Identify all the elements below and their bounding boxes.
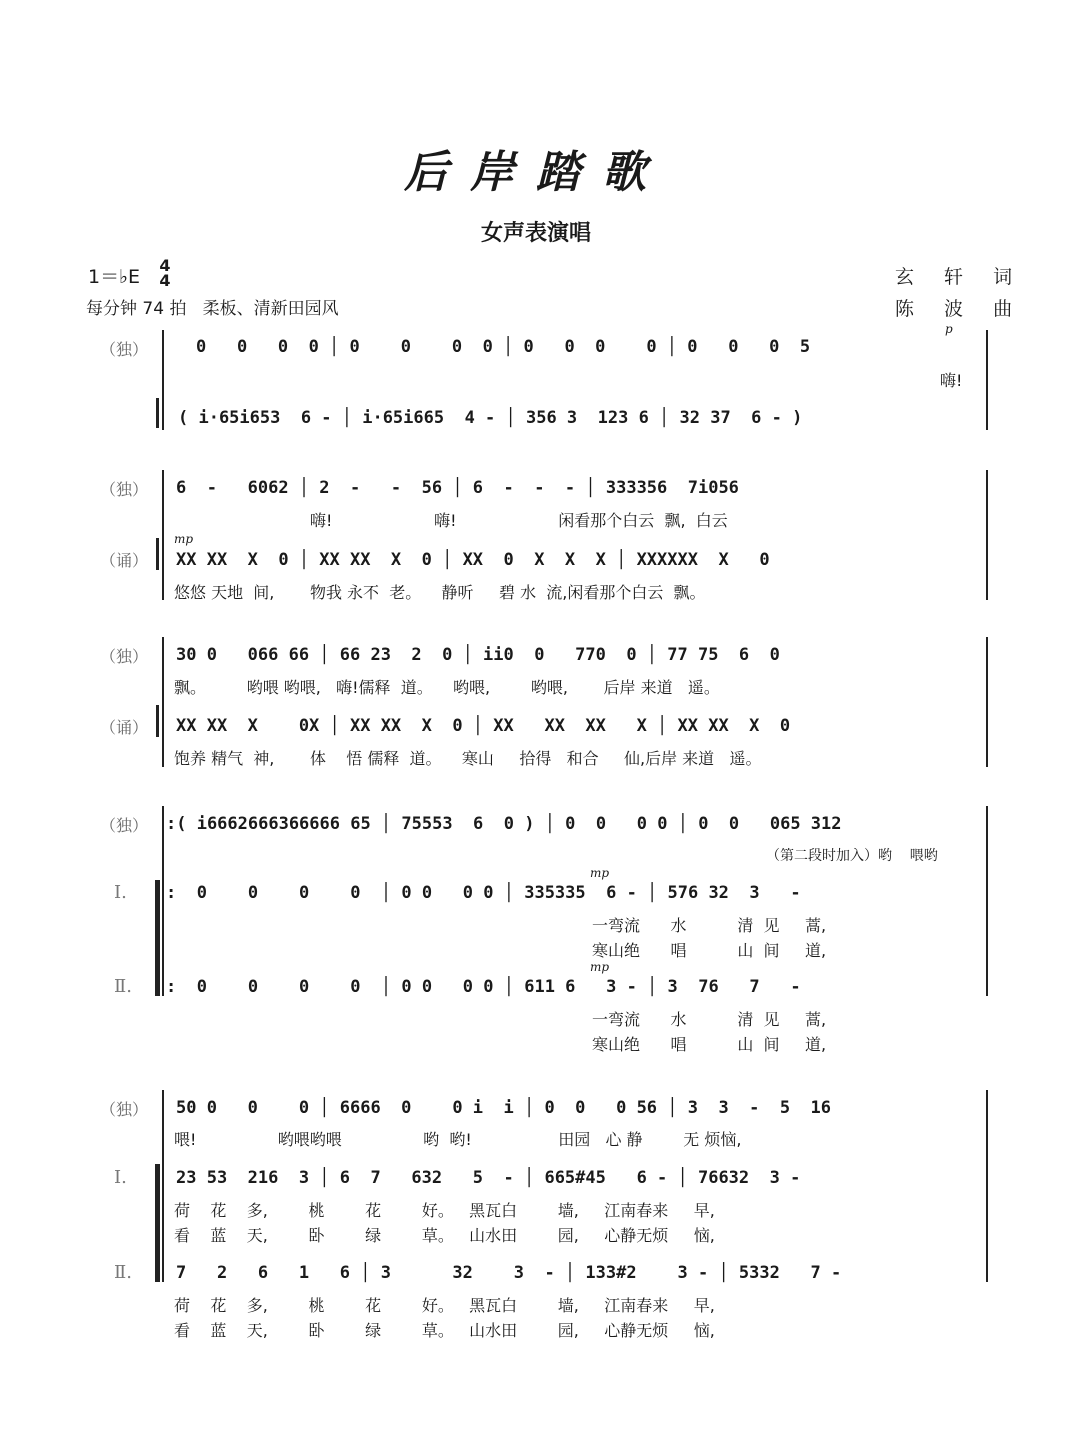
system-end-barline: [986, 637, 988, 767]
solo-lyric-row1: 嗨!: [940, 371, 963, 390]
choir-bracket: [155, 880, 160, 996]
system-barline: [162, 470, 164, 600]
solo-notes-row1: 0 0 0 0 │ 0 0 0 0 │ 0 0 0 0 │ 0 0 0 5: [196, 337, 811, 357]
system-barline: [162, 637, 164, 767]
part-one-lyric1-row5: 荷 花 多, 桃 花 好。 黑瓦白 墙, 江南春来 早,: [174, 1201, 715, 1220]
system-brace: [156, 538, 159, 570]
lyricist-credit: 玄 轩 词: [895, 266, 1025, 288]
solo-label: （独）: [100, 480, 149, 499]
part-one-lyric2-row5: 看 蓝 天, 卧 绿 草。 山水田 园, 心静无烦 恼,: [174, 1226, 715, 1245]
system-brace: [156, 705, 159, 737]
song-title: 后岸踏歌: [404, 147, 668, 198]
dynamic-marking: p: [945, 322, 953, 336]
solo-lyric-row4: （第二段时加入）哟 喂哟: [766, 848, 938, 864]
part-two-label: Ⅱ.: [114, 976, 132, 997]
tempo-marking: 每分钟 74 拍 柔板、清新田园风: [86, 299, 339, 319]
recite-lyric-row2: 悠悠 天地 间, 物我 永不 老。 静听 碧 水 流,闲看那个白云 飘。: [174, 583, 706, 602]
part-one-label: Ⅰ.: [114, 1167, 127, 1188]
system-barline: [162, 330, 164, 430]
recite-lyric-row3: 饱养 精气 神, 体 悟 儒释 道。 寒山 拾得 和合 仙,后岸 来道 遥。: [174, 749, 762, 768]
recite-label: （诵）: [100, 551, 149, 570]
system-end-barline: [986, 330, 988, 430]
dynamic-marking: mp: [590, 960, 610, 974]
part-two-lyric2-row4: 寒山绝 唱 山 间 道,: [592, 1035, 827, 1054]
part-two-notes-row5: 7 2 6 1 6 │ 3 32 3 - │ 133#2 3 - │ 5332 7 -: [176, 1263, 842, 1283]
part-two-lyric1-row5: 荷 花 多, 桃 花 好。 黑瓦白 墙, 江南春来 早,: [174, 1296, 715, 1315]
part-one-label: Ⅰ.: [114, 882, 127, 903]
recite-label: （诵）: [100, 718, 149, 737]
solo-label: （独）: [100, 1100, 149, 1119]
system-end-barline: [986, 806, 988, 996]
system-end-barline: [986, 1090, 988, 1282]
part-one-lyric1-row4: 一弯流 水 清 见 蒿,: [592, 916, 827, 935]
time-signature: 4 4: [159, 256, 171, 290]
system-barline: [162, 806, 164, 996]
part-two-lyric1-row4: 一弯流 水 清 见 蒿,: [592, 1010, 827, 1029]
part-two-lyric2-row5: 看 蓝 天, 卧 绿 草。 山水田 园, 心静无烦 恼,: [174, 1321, 715, 1340]
solo-notes-row3: 30 0 066 66 │ 66 23 2 0 │ ii0 0 770 0 │ 77 75 6 0: [176, 645, 780, 665]
solo-label: （独）: [100, 816, 149, 835]
part-one-notes-row4: : 0 0 0 0 │ 0 0 0 0 │ 335335 6 - │ 576 32 3 -: [166, 883, 801, 903]
solo-notes-row5: 50 0 0 0 │ 6666 0 0 i i │ 0 0 0 56 │ 3 3 - 5 16: [176, 1098, 832, 1118]
recite-notes-row2: XX XX X 0 │ XX XX X 0 │ XX 0 X X X │ XXXXXX X 0: [176, 550, 770, 570]
solo-notes-row2: 6 - 6062 │ 2 - - 56 │ 6 - - - │ 333356 7i056: [176, 478, 739, 498]
dynamic-marking: mp: [174, 532, 194, 546]
solo-lyric-row2: 嗨! 嗨! 闲看那个白云 飘, 白云: [310, 511, 728, 530]
part-one-notes-row5: 23 53 216 3 │ 6 7 632 5 - │ 665#45 6 - │ 76632 3 -: [176, 1168, 801, 1188]
accompaniment-notes-row1: ( i·65i653 6 - │ i·65i665 4 - │ 356 3 123 6 │ 32 37 6 - ): [178, 408, 803, 428]
solo-label: （独）: [100, 340, 149, 359]
choir-bracket: [155, 1164, 160, 1282]
part-one-lyric2-row4: 寒山绝 唱 山 间 道,: [592, 941, 827, 960]
solo-label: （独）: [100, 647, 149, 666]
solo-lyric-row3: 飘。 哟喂 哟喂, 嗨!儒释 道。 哟喂, 哟喂, 后岸 来道 遥。: [174, 678, 720, 697]
system-brace: [156, 398, 159, 428]
dynamic-marking: mp: [590, 866, 610, 880]
composer-credit: 陈 波 曲: [895, 298, 1025, 320]
key-signature: 1＝♭E: [88, 266, 141, 288]
system-end-barline: [986, 470, 988, 600]
system-barline: [162, 1090, 164, 1282]
part-two-label: Ⅱ.: [114, 1262, 132, 1283]
solo-notes-row4: :( i6662666366666 65 │ 75553 6 0 ) │ 0 0 0 0 │ 0 0 065 312: [166, 814, 842, 834]
recite-notes-row3: XX XX X 0X │ XX XX X 0 │ XX XX XX X │ XX XX X 0: [176, 716, 791, 736]
solo-lyric-row5: 喂! 哟喂哟喂 哟 哟! 田园 心 静 无 烦恼,: [174, 1130, 742, 1149]
song-subtitle: 女声表演唱: [480, 221, 591, 246]
part-two-notes-row4: : 0 0 0 0 │ 0 0 0 0 │ 611 6 3 - │ 3 76 7 -: [166, 977, 801, 997]
